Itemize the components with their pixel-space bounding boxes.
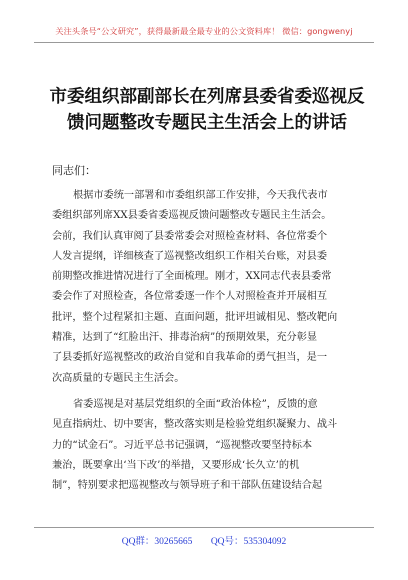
text-line: 会前，我们认真审阅了县委常委会对照检查材料、各位常委个 [52,230,328,242]
text-line: 委组织部列席XX县委省委巡视反馈问题整改专题民主生活会。 [52,210,332,222]
text-line: 制”，特别要求把巡视整改与领导班子和干部队伍建设结合起 [52,480,323,492]
text-line: 精准，达到了“红脸出汗、排毒治病”的预期效果，充分彰显 [52,332,318,344]
text-line: 见直指病灶、切中要害，整改落实则是检验党组织凝聚力、战斗 [52,419,338,431]
text-line: 前期整改推进情况进行了全面梳理。刚才，XX同志代表县委常 [52,271,332,283]
title-line: 市委组织部副部长在列席县委省委巡视反 [49,87,365,107]
header-note: 关注头条号“公文研究”，获得最新最全最专业的公文资料库！ 微信：gongwenyj [55,26,353,36]
text-line: 批评，整个过程紧扣主题、直面问题，批评坦诚相见、整改靶向 [52,311,338,323]
qq-group: QQ群：30265665 [121,537,193,547]
text-line: 根据市委统一部署和市委组织部工作安排，今天我代表市 [73,190,328,201]
greeting: 同志们： [52,164,96,177]
text-line: 省委巡视是对基层党组织的全面“政治体检”，反馈的意 [73,398,318,410]
text-line: 委会作了对照检查，各位常委逐一作个人对照检查并开展相互 [52,291,328,303]
title-line: 馈问题整改专题民主生活会上的讲话 [67,113,347,133]
text-line: 兼治，既要拿出‘当下改’的举措，又要形成‘长久立’的机 [52,459,300,471]
text-line: 了县委抓好巡视整改的政治自觉和自我革命的勇气担当，是一 [52,352,328,364]
document-title [48,84,366,136]
text-line: 次高质量的专题民主生活会。 [52,372,185,384]
qq-number: QQ号：535304092 [210,537,287,547]
text-line: 人发言提纲，详细核查了巡视整改组织工作相关台账，对县委 [52,250,328,262]
footer-contact [0,533,408,547]
footer-divider [34,527,374,528]
text-line: 力的“试金石”。习近平总书记强调，“巡视整改要坚持标本 [52,439,313,451]
body-text [52,186,368,496]
header-divider [34,42,374,43]
